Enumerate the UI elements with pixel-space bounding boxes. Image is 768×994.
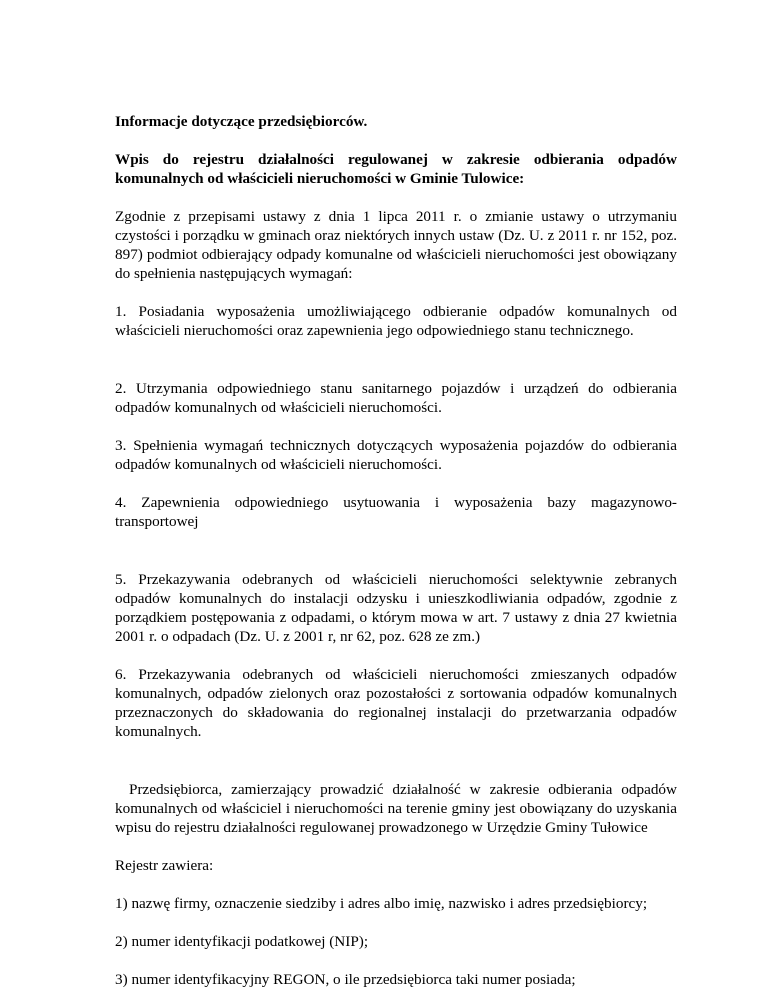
registry-item-1: 1) nazwę firmy, oznaczenie siedziby i adres albo imię, nazwisko i adres przedsiębiorcy; — [115, 895, 648, 912]
requirement-1: 1. Posiadania wyposażenia umożliwiającego odbieranie odpadów komunalnych od właścicieli nieruchomości oraz zapewnienia jego odpowiedniego stanu technicznego. — [115, 303, 677, 339]
registry-item-3: 3) numer identyfikacyjny REGON, o ile przedsiębiorca taki numer posiada; — [115, 971, 576, 988]
document-heading: Informacje dotyczące przedsiębiorców. — [115, 113, 368, 130]
requirement-2: 2. Utrzymania odpowiedniego stanu sanitarnego pojazdów i urządzeń do odbierania odpadów komunalnych od właścicieli nieruchomości. — [115, 380, 677, 416]
requirement-3: 3. Spełnienia wymagań technicznych dotyczących wyposażenia pojazdów do odbierania odpadów komunalnych od właścicieli nieruchomości. — [115, 437, 677, 473]
registry-intro: Rejestr zawiera: — [115, 857, 214, 874]
requirement-6: 6. Przekazywania odebranych od właścicieli nieruchomości zmieszanych odpadów komunalnych, odpadów zielonych oraz pozostałości z sortowania odpadów komunalnych przeznaczonych do składowania do regionalnej instalacji do przetwarzania odpadów komunalnych. — [115, 666, 677, 740]
document-subheading: Wpis do rejestru działalności regulowanej w zakresie odbierania odpadów komunalnych od właścicieli nieruchomości w Gminie Tulowice: — [115, 151, 677, 187]
entrepreneur-paragraph: Przedsiębiorca, zamierzający prowadzić działalność w zakresie odbierania odpadów komunalnych od właściciel i nieruchomości na terenie gminy jest obowiązany do uzyskania wpisu do rejestru działalności regulowanej prowadzonego w Urzędzie Gminy Tułowice — [115, 781, 677, 836]
intro-paragraph: Zgodnie z przepisami ustawy z dnia 1 lipca 2011 r. o zmianie ustawy o utrzymaniu czystości i porządku w gminach oraz niektórych innych ustaw (Dz. U. z 2011 r. nr 152, poz. 897) podmiot odbierający odpady komunalne od właścicieli nieruchomości jest obowiązany do spełnienia następujących wymagań: — [115, 208, 677, 282]
document-page — [115, 112, 677, 989]
registry-item-2: 2) numer identyfikacji podatkowej (NIP); — [115, 933, 369, 950]
requirement-4: 4. Zapewnienia odpowiedniego usytuowania i wyposażenia bazy magazynowo-transportowej — [115, 494, 677, 530]
requirement-5: 5. Przekazywania odebranych od właścicieli nieruchomości selektywnie zebranych odpadów komunalnych do instalacji odzysku i unieszkodliwiania odpadów, zgodnie z porządkiem postępowania z odpadami, o którym mowa w art. 7 ustawy z dnia 27 kwietnia 2001 r. o odpadach (Dz. U. z 2001 r, nr 62, poz. 628 ze zm.) — [115, 571, 677, 645]
